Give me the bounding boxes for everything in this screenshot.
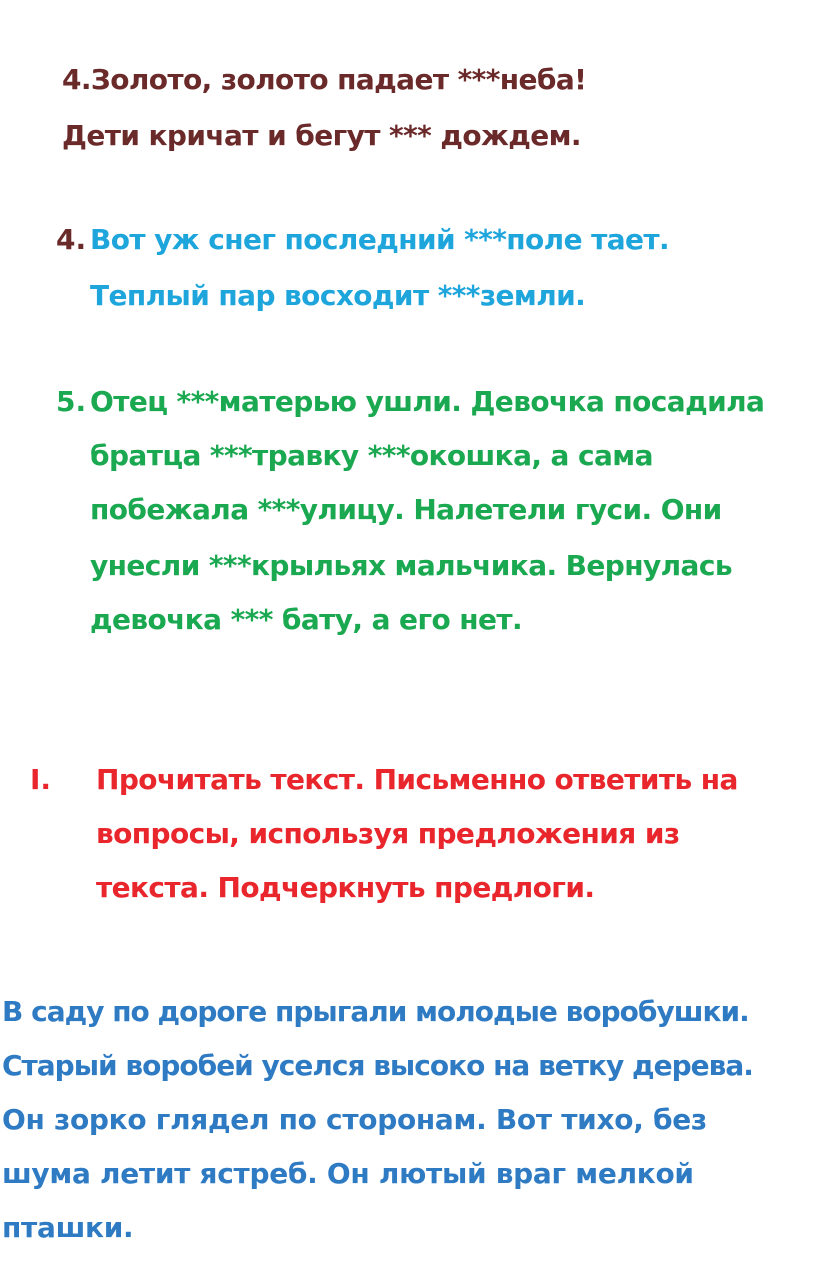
exercise-5-line-4: унесли ***крыльях мальчика. Вернулась [90, 549, 732, 582]
task-line-3: текста. Подчеркнуть предлоги. [96, 871, 595, 904]
exercise-4b-number: 4. [56, 223, 87, 256]
exercise-4b-line-1: Вот уж снег последний ***поле тает. [90, 223, 670, 256]
story-line-4: шума летит ястреб. Он лютый враг мелкой [2, 1157, 694, 1190]
exercise-5-line-3: побежала ***улицу. Налетели гуси. Они [90, 493, 722, 526]
exercise-4-line-1: 4.Золото, золото падает ***неба! [62, 63, 587, 96]
story-line-3: Он зорко глядел по сторонам. Вот тихо, без [2, 1103, 707, 1136]
exercise-4-line-2: Дети кричат и бегут *** дождем. [62, 119, 581, 152]
task-number: I. [30, 763, 52, 796]
exercise-5-line-5: девочка *** бату, а его нет. [90, 603, 523, 636]
story-line-2: Старый воробей уселся высоко на ветку дерева. [2, 1049, 753, 1082]
story-line-1: В саду по дороге прыгали молодые воробушки. [2, 995, 749, 1028]
task-line-1: Прочитать текст. Письменно ответить на [96, 763, 738, 796]
story-line-5: пташки. [2, 1211, 134, 1244]
exercise-5-line-1: Отец ***матерью ушли. Девочка посадила [90, 385, 765, 418]
task-line-2: вопросы, используя предложения из [96, 817, 680, 850]
exercise-5-number: 5. [56, 385, 87, 418]
exercise-5-line-2: братца ***травку ***окошка, а сама [90, 439, 653, 472]
exercise-4b-line-2: Теплый пар восходит ***земли. [90, 279, 586, 312]
